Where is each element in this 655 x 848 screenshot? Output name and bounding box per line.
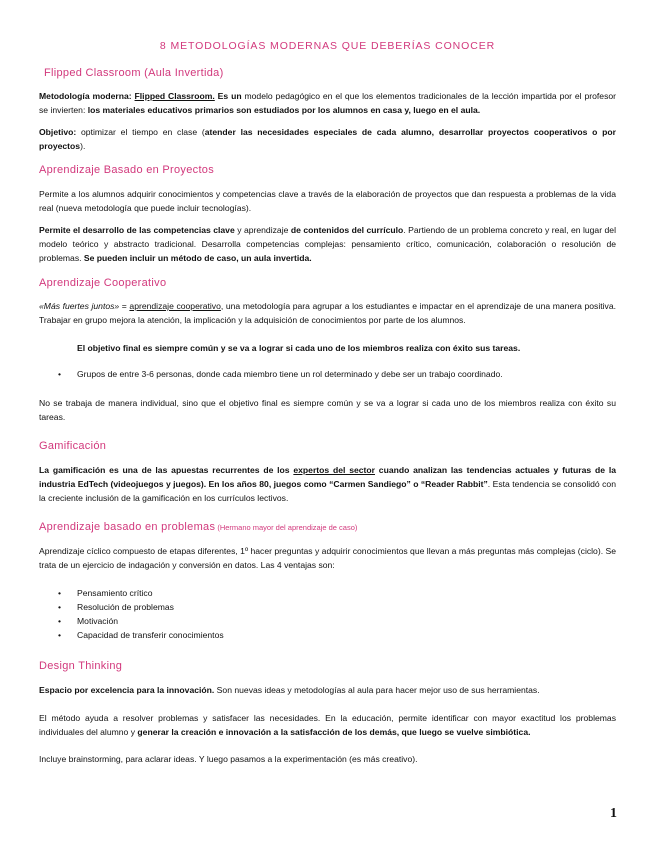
bullet-icon: •	[58, 369, 62, 379]
heading-note: (Hermano mayor del aprendizaje de caso)	[215, 523, 358, 532]
list-item	[58, 614, 118, 628]
link-expertos-sector[interactable]: expertos del sector	[293, 465, 375, 475]
bold-text: generar la creación e innovación a la satisfacción de los demás, que luego se vuelve simbiótica.	[137, 727, 531, 737]
heading-flipped-classroom: Flipped Classroom (Aula Invertida)	[44, 67, 224, 79]
bullet-icon: •	[58, 602, 62, 612]
paragraph-cooperativo-1	[39, 299, 616, 327]
bullet-icon: •	[58, 616, 62, 626]
heading-aprendizaje-proyectos: Aprendizaje Basado en Proyectos	[39, 164, 215, 176]
heading-gamificacion: Gamificación	[39, 440, 107, 452]
text: modelo pedagógico en el que los elementos tradicionales de la lección impartida por el profesor se invierten:	[39, 91, 617, 115]
bold-text: Es un	[214, 91, 242, 101]
bold-text: Se pueden incluir un método de caso, un aula invertida.	[81, 253, 312, 263]
paragraph-proyectos-2	[39, 223, 616, 265]
paragraph-design-3: Incluye brainstorming, para aclarar ideas. Y luego pasamos a la experimentación (es más creativo).	[39, 754, 418, 764]
paragraph-flipped-definition	[39, 89, 616, 117]
text: y aprendizaje	[234, 225, 291, 235]
bold-text: Objetivo:	[39, 127, 77, 137]
text: optimizar el tiempo en clase (	[76, 127, 205, 137]
document-title: 8 METODOLOGÍAS MODERNAS QUE DEBERÍAS CONOCER	[159, 40, 496, 52]
bold-text: los materiales educativos primarios son estudiados por los alumnos en casa y, luego en el aula.	[85, 105, 481, 115]
paragraph-problemas: Aprendizaje cíclico compuesto de etapas diferentes, 1º hacer preguntas y adquirir conocimientos que llevan a más preguntas más complejas (ciclo). Se trata de un ejercicio de indagación y conversión en datos. Las 4 ventajas son:	[39, 546, 616, 570]
list-item	[58, 586, 152, 600]
list-item-text: Motivación	[77, 616, 119, 626]
paragraph-cooperativo-objective: El objetivo final es siempre común y se va a lograr si cada uno de los miembros realiza con éxito sus tareas.	[77, 343, 521, 353]
bold-text: atender las necesidades especiales de cada alumno, desarrollar proyectos cooperativos o por proyectos	[39, 127, 617, 151]
paragraph-design-1	[39, 683, 616, 697]
heading-aprendizaje-cooperativo: Aprendizaje Cooperativo	[39, 277, 167, 289]
page-number: 1	[610, 806, 617, 821]
paragraph-cooperativo-2: No se trabaja de manera individual, sino que el objetivo final es siempre común y se va a lograr si cada uno de los miembros realiza con éxito su tareas.	[39, 398, 616, 422]
italic-text: «Más fuertes juntos»	[39, 301, 120, 311]
list-item-text: Resolución de problemas	[77, 602, 174, 612]
paragraph-flipped-objective	[39, 125, 616, 153]
paragraph-design-2	[39, 711, 616, 739]
list-item-text: Grupos de entre 3-6 personas, donde cada miembro tiene un rol determinado y debe ser un trabajo coordinado.	[77, 369, 503, 379]
paragraph-proyectos-1: Permite a los alumnos adquirir conocimientos y competencias clave a través de la elaboración de proyectos que dan respuesta a problemas de la vida real (nueva metodología que puede incluir tecnologías).	[39, 189, 616, 213]
text: El método ayuda a resolver problemas y satisfacer las necesidades. En la educación, permite identificar con mayor exactitud los problemas individuales del alumno y	[39, 713, 616, 737]
bullet-icon: •	[58, 588, 62, 598]
heading-text: Aprendizaje basado en problemas	[39, 521, 216, 533]
link-aprendizaje-cooperativo[interactable]: aprendizaje cooperativo	[129, 301, 221, 311]
list-item	[58, 600, 174, 614]
list-item	[58, 367, 503, 381]
list-item-text: Capacidad de transferir conocimientos	[77, 630, 224, 640]
heading-aprendizaje-problemas	[39, 521, 357, 533]
bullet-icon: •	[58, 630, 62, 640]
bold-text: La gamificación es una de las apuestas recurrentes de los	[39, 465, 294, 475]
text: Son nuevas ideas y metodologías al aula para hacer mejor uso de sus herramientas.	[214, 685, 540, 695]
text: =	[119, 301, 130, 311]
bold-text: cuando analizan las tendencias actuales y futuras de la industria EdTech (videojuegos y juegos). En los años 80, juegos como “Carmen Sandiego” o “Reader Rabbit”	[39, 465, 616, 489]
bold-text: Metodología moderna:	[39, 91, 135, 101]
bold-text: Espacio por excelencia para la innovación.	[39, 685, 215, 695]
link-flipped-classroom[interactable]: Flipped Classroom.	[134, 91, 215, 101]
text: , una metodología para agrupar a los estudiantes e impactar en el aprendizaje de una manera positiva. Trabajar en grupo mejora la atención, la implicación y la adquisición de conocimientos por parte de los alumnos.	[39, 301, 617, 325]
text: . Partiendo de un problema concreto y real, en lugar del modelo teórico y abstracto tradicional. Desarrolla competencias complejas: pensamiento crítico, comunicación, colaboración o resolución de problemas.	[39, 225, 616, 263]
bold-text: Permite el desarrollo de las competencias clave	[39, 225, 235, 235]
list-item	[58, 628, 224, 642]
paragraph-gamificacion	[39, 463, 616, 505]
text: ).	[80, 141, 86, 151]
bold-text: de contenidos del currículo	[290, 225, 404, 235]
heading-design-thinking: Design Thinking	[39, 660, 123, 672]
text: . Esta tendencia se consolidó con la creciente inclusión de la gamificación en los currículos lectivos.	[39, 479, 616, 503]
list-item-text: Pensamiento crítico	[77, 588, 153, 598]
